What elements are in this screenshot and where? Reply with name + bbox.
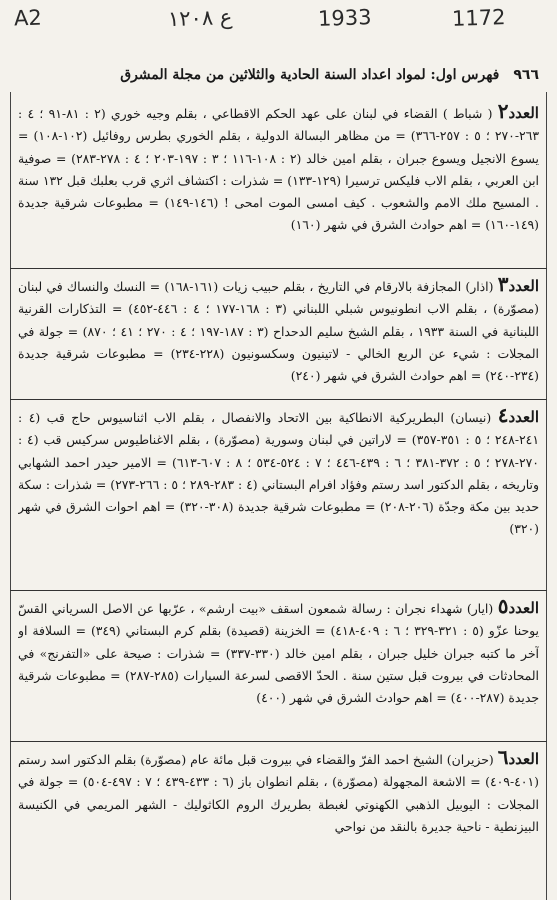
section-divider [10,590,547,591]
issue-text: (ايار) شهداء نجران : رسالة شمعون اسقف «بيت ارشم» ، عرّبها عن الاصل السرياني القسّ يوحنا عزّو (٥ : ٣٢١-٣٢٩ ؛ ٦ : ٤٠٩-٤١٨) = الخزينة (قصيدة) بقلم كرم البستاني (٣٤٩) = السلافة او آخر ما كتبه جبران خليل جبران ، بقلم امين خالد (٣٣٠-٣٣٧) = شذرات : صيحة على «التفرنج» في المحادثات في بيروت قبل ستين سنة . الحدّ الاقصى لسرعة السيارات (٢٨٥-٢٨٧) = مطبوعات شرقية جديدة (٢٨٧-٤٠٠) = اهم حوادث الشرق في شهر (٤٠٠) [18,601,539,706]
page-number: ٩٦٦ [513,67,539,83]
issue-label: العدد٥ [497,595,539,618]
issue-text: (حزيران) الشيخ احمد الفرّ والقضاء في بيروت قبل مائة عام (مصوّرة) بقلم الدكتور اسد رستم (٤٠١-٤٠٩) = الاشعة المجهولة (مصوّرة) ، بقلم انطوان باز (٦ : ٤٣٣-٤٣٩ ؛ ٧ : ٤٩٧-٥٠٤) = جولة في المجلات : اليوبيل الذهبي الكهنوتي لغبطة بطريرك الروم الكاثوليك - الشهر المريمي في الكنيسة البيزنطية - ناحية جديرة بالنقد من نواحي [18,752,539,834]
issue-number: ٣ [497,273,509,296]
issue-entry-5 [18,595,539,737]
issue-text: ( شباط ) القضاء في لبنان على عهد الحكم الاقطاعي ، بقلم وجيه خوري (٢ : ٨١-٩١ ؛ ٤ : ٢٦٣-٢٧٠ ؛ ٥ : ٢٥٧-٣٦٦) = من مظاهر البسالة الدولية ، بقلم الخوري بطرس روفائيل (١٠٢-١٠٨) = يسوع الانجيل ويسوع جبران ، بقلم امين خالد (٢ : ١٠٨-١١٦ ؛ ٣ : ١٩٧-٢٠٣ ؛ ٤ : ٢٧٨-٢٨٣) = صوفية ابن العربي ، بقلم الاب فليكس ترسيرا (١٢٩-١٣٣) = شذرات : اكتشاف اثري قرب بعلبك قبل ١٣٢ سنة . المسيح ملك الامم والشعوب . كيف امسى الموت امحى ! (١٤٦-١٤٩) = مطبوعات شرقية جديدة (١٤٩-١٦٠) = اهم حوادث الشرق في شهر (١٦٠) [18,106,539,233]
issue-entry-6 [18,746,539,900]
issue-entry-3 [18,273,539,395]
issue-label: العدد٢ [497,100,539,123]
section-divider [10,399,547,400]
handwritten-note-right: 1172 [451,5,506,31]
issue-label: العدد٦ [497,746,539,769]
issue-number: ٥ [497,595,509,618]
page-header [18,64,539,86]
section-divider [10,741,547,742]
section-divider [10,268,547,269]
issue-entry-4 [18,404,539,586]
page-title: فهرس اول: لمواد اعداد السنة الحادية والثلاثين من مجلة المشرق [120,67,500,83]
issue-text: (اذار) المجازفة بالارقام في التاريخ ، بقلم حبيب زيات (١٦١-١٦٨) = النسك والنساك في لبنان (مصوّرة) ، بقلم الاب انطونيوس شبلي اللبناني (٣ : ١٦٨-١٧٧ ؛ ٤ : ٤٤٦-٤٥٢) = التذكارات القرنية اللبنانية في السنة ١٩٣٣ ، بقلم الشيخ سليم الدحداح (٣ : ١٨٧-١٩٧ ؛ ٤ : ٢٧٠ ؛ ٤١ ؛ ٨٧٠) = جولة في المجلات : شيء عن الربع الخالي - لاتينيون وسكسونيون (٢٢٨-٢٣٤) = مطبوعات شرقية جديدة (٢٣٤-٢٤٠) = اهم حوادث الشرق في شهر (٢٤٠) [18,279,539,384]
handwritten-note-left: A2 [13,5,43,31]
issue-text: (نيسان) البطريركية الانطاكية بين الاتحاد والانفصال ، بقلم الاب اثناسيوس حاج قب (٤ : ٢٤١-٢٤٨ ؛ ٥ : ٣٥١-٣٥٧) = لاراتين في لبنان وسورية (مصوّرة) ، بقلم الاغناطيوس سركيس قب (٤ : ٢٧٠-٢٧٨ ؛ ٥ : ٣٧٢-٣٨١ ؛ ٦ : ٤٣٩-٤٤٦ ؛ ٧ : ٥٢٤-٥٣٤ ؛ ٨ : ٦٠٧-٦١٣) = الامير حيدر احمد الشهابي وتاريخه ، بقلم الدكتور اسد رستم وفؤاد افرام البستاني (٤ : ٢٨٣-٢٨٩ ؛ ٥ : ٢٦٦-٢٧٣) = شذرات : سكة حديد بين مكة وجدّة (٢٠٦-٢٠٨) = مطبوعات شرقية جديدة (٣٠٨-٣٢٠) = اهم احوات الشرق في شهر (٣٢٠) [18,410,539,537]
issue-label: العدد٤ [497,404,539,427]
issue-number: ٤ [497,404,509,427]
handwritten-note-code: ع ١٢٠٨ [167,4,233,32]
issue-entry-2 [18,100,539,262]
handwritten-year: 1933 [317,5,372,31]
issue-number: ٦ [497,746,509,769]
issue-number: ٢ [497,100,509,123]
issue-label: العدد٣ [497,273,539,296]
